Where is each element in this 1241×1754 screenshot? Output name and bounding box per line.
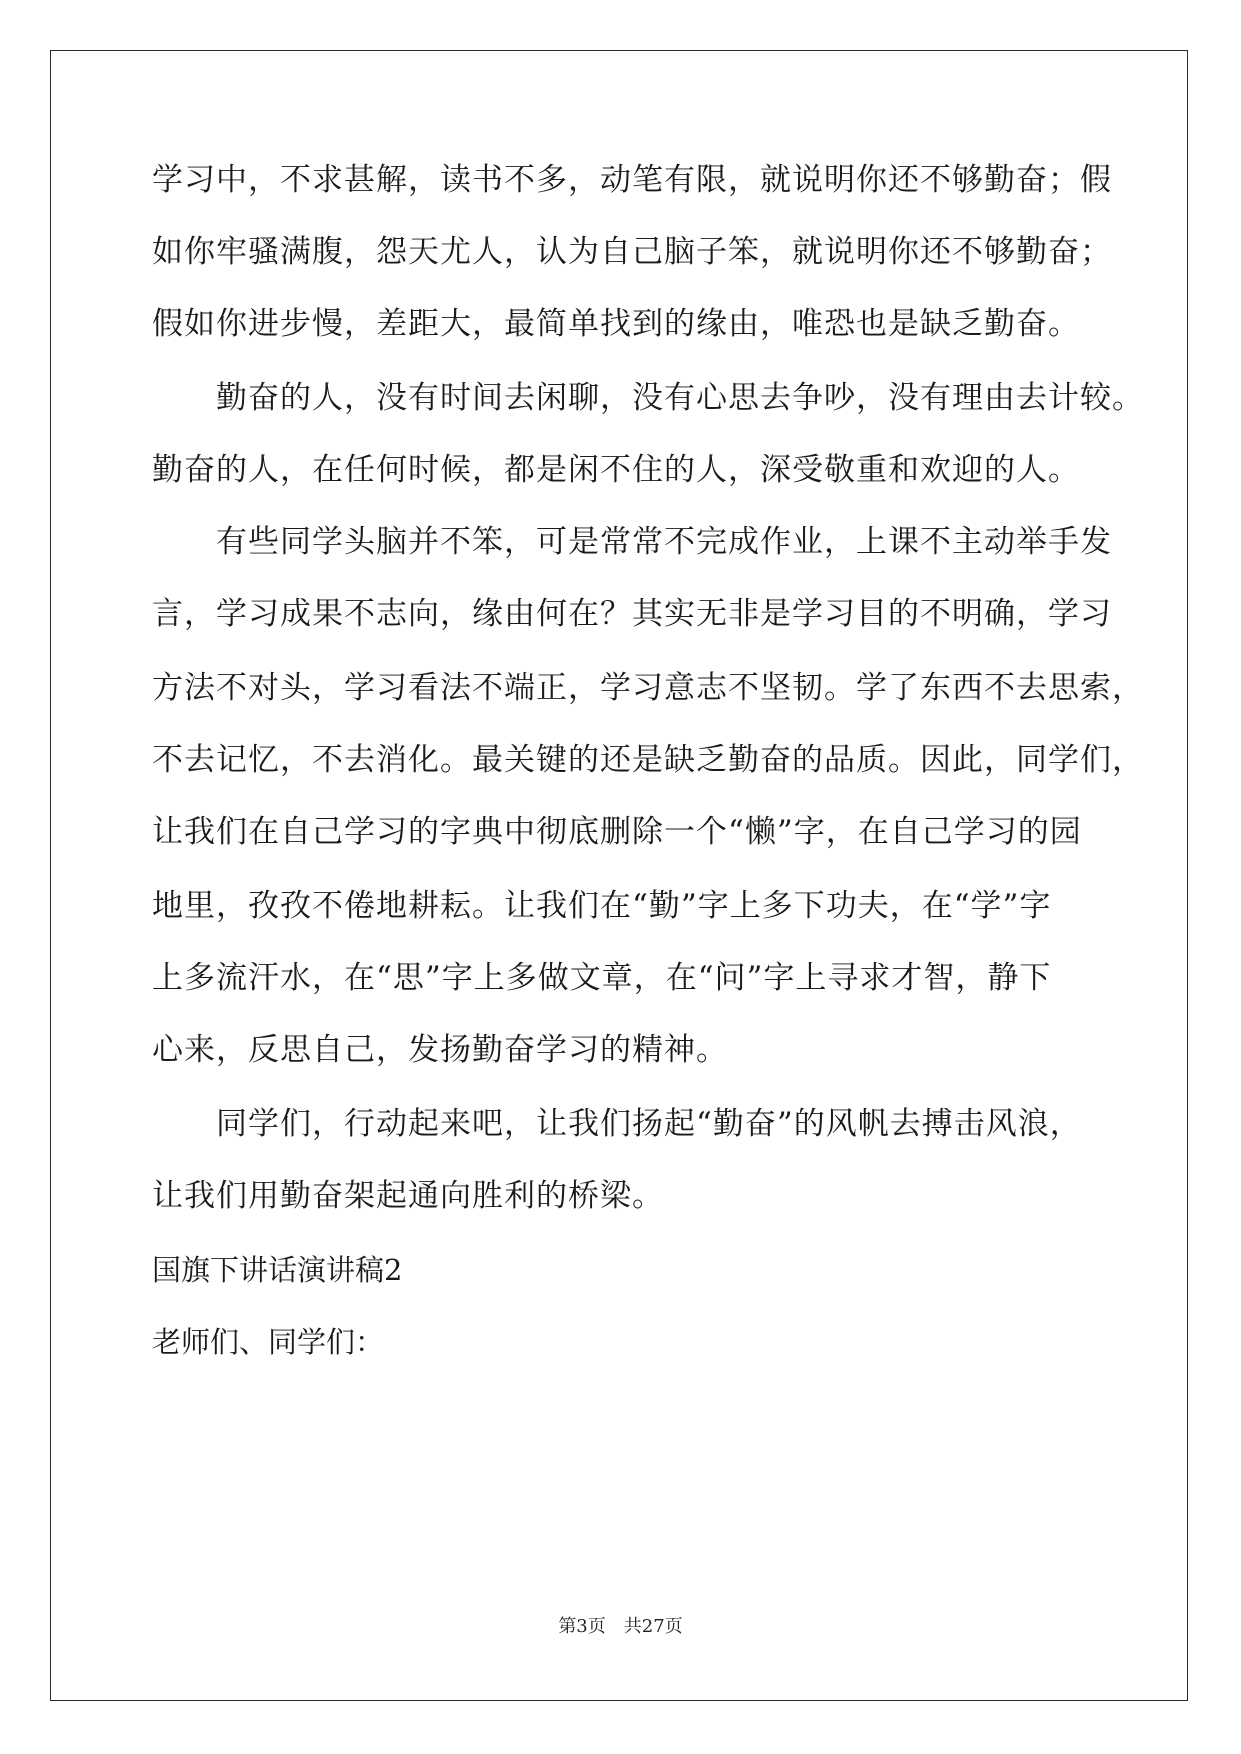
text-line: 方法不对头，学习看法不端正，学习意志不坚韧。学了东西不去思索， [152, 670, 1144, 706]
text-line: 言，学习成果不志向，缘由何在？其实无非是学习目的不明确，学习 [152, 596, 1112, 632]
text-line: 勤奋的人，在任何时候，都是闲不住的人，深受敬重和欢迎的人。 [152, 452, 1080, 488]
text-line: 假如你进步慢，差距大，最简单找到的缘由，唯恐也是缺乏勤奋。 [152, 306, 1080, 342]
paragraph-start-line: 同学们，行动起来吧，让我们扬起“勤奋”的风帆去搏击风浪， [152, 1106, 1082, 1142]
text-line: 地里，孜孜不倦地耕耘。让我们在“勤”字上多下功夫，在“学”字 [152, 888, 1052, 924]
text-line: 学习中，不求甚解，读书不多，动笔有限，就说明你还不够勤奋；假 [152, 162, 1112, 198]
text-line: 不去记忆，不去消化。最关键的还是缺乏勤奋的品质。因此，同学们， [152, 742, 1144, 778]
salutation: 老师们、同学们： [152, 1325, 385, 1359]
text-line: 如你牢骚满腹，怨天尤人，认为自己脑子笨，就说明你还不够勤奋； [152, 234, 1112, 270]
section-heading: 国旗下讲话演讲稿2 [152, 1253, 403, 1287]
text-line: 让我们用勤奋架起通向胜利的桥梁。 [152, 1178, 664, 1214]
paragraph-start-line: 勤奋的人，没有时间去闲聊，没有心思去争吵，没有理由去计较。 [152, 380, 1144, 416]
page-number: 第3页 共27页 [558, 1616, 683, 1637]
text-line: 心来，反思自己，发扬勤奋学习的精神。 [152, 1032, 728, 1068]
page-frame [50, 50, 1188, 1701]
text-line: 让我们在自己学习的字典中彻底删除一个“懒”字，在自己学习的园 [152, 814, 1082, 850]
paragraph-start-line: 有些同学头脑并不笨，可是常常不完成作业，上课不主动举手发 [152, 524, 1112, 560]
text-line: 上多流汗水，在“思”字上多做文章，在“问”字上寻求才智，静下 [152, 960, 1052, 996]
